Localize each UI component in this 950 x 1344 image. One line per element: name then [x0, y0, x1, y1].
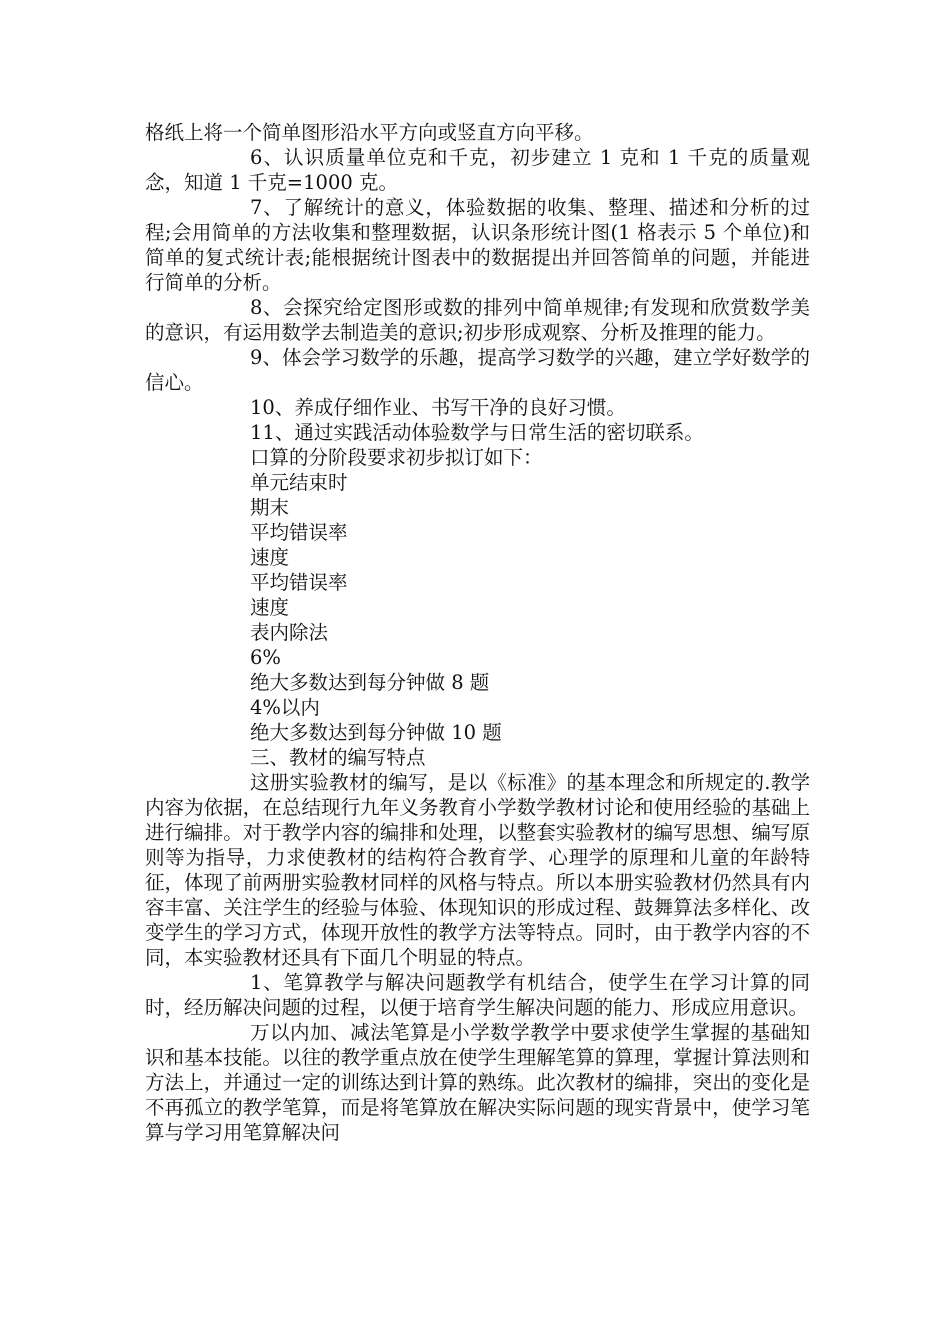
list-item: 4%以内	[250, 696, 320, 719]
list-item: 速度	[250, 596, 290, 619]
section-heading: 三、教材的编写特点	[250, 746, 426, 769]
paragraph: 9、体会学习数学的乐趣，提高学习数学的兴趣，建立学好数学的信心。	[145, 346, 810, 394]
list-item: 表内除法	[250, 621, 329, 644]
list-item: 单元结束时	[250, 471, 348, 494]
list-item: 速度	[250, 546, 290, 569]
list-item: 期末	[250, 496, 290, 519]
list-item: 平均错误率	[250, 571, 348, 594]
list-item: 绝大多数达到每分钟做 10 题	[250, 721, 502, 744]
list-item: 6%	[250, 646, 281, 669]
paragraph: 8、会探究给定图形或数的排列中简单规律;有发现和欣赏数学美的意识，有运用数学去制造美的意识;初步形成观察、分析及推理的能力。	[145, 296, 810, 344]
document-body	[145, 120, 810, 1145]
paragraph: 这册实验教材的编写，是以《标准》的基本理念和所规定的.教学内容为依据，在总结现行九年义务教育小学数学教材讨论和使用经验的基础上进行编排。对于教学内容的编排和处理，以整套实验教材的编写思想、编写原则等为指导，力求使教材的结构符合教育学、心理学的原理和儿童的年龄特征，体现了前两册实验教材同样的风格与特点。所以本册实验教材仍然具有内容丰富、关注学生的经验与体验、体现知识的形成过程、鼓舞算法多样化、改变学生的学习方式，体现开放性的教学方法等特点。同时，由于教学内容的不同，本实验教材还具有下面几个明显的特点。	[145, 771, 810, 969]
paragraph: 1、笔算教学与解决问题教学有机结合，使学生在学习计算的同时，经历解决问题的过程，以便于培育学生解决问题的能力、形成应用意识。	[145, 971, 810, 1019]
list-item: 平均错误率	[250, 521, 348, 544]
paragraph: 万以内加、减法笔算是小学数学教学中要求使学生掌握的基础知识和基本技能。以往的教学重点放在使学生理解笔算的算理，掌握计算法则和方法上，并通过一定的训练达到计算的熟练。此次教材的编排，突出的变化是不再孤立的教学笔算，而是将笔算放在解决实际问题的现实背景中，使学习笔算与学习用笔算解决问	[145, 1021, 810, 1144]
paragraph: 11、通过实践活动体验数学与日常生活的密切联系。	[250, 421, 704, 444]
list-item: 绝大多数达到每分钟做 8 题	[250, 671, 490, 694]
paragraph: 口算的分阶段要求初步拟订如下：	[250, 446, 543, 469]
paragraph: 10、养成仔细作业、书写干净的良好习惯。	[250, 396, 626, 419]
paragraph: 格纸上将一个简单图形沿水平方向或竖直方向平移。	[145, 121, 594, 144]
paragraph: 6、认识质量单位克和千克，初步建立 1 克和 1 千克的质量观念，知道 1 千克=1000 克。	[145, 146, 810, 194]
paragraph: 7、了解统计的意义，体验数据的收集、整理、描述和分析的过程;会用简单的方法收集和整理数据，认识条形统计图(1 格表示 5 个单位)和简单的复式统计表;能根据统计图表中的数据提出并回答简单的问题，并能进行简单的分析。	[145, 196, 810, 294]
